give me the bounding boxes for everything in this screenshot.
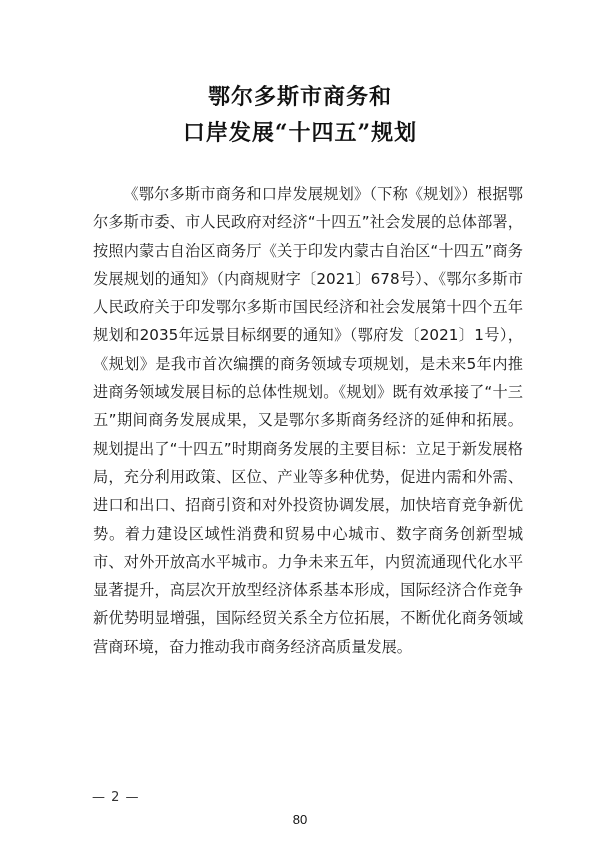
document-title-line-1: 鄂尔多斯市商务和 <box>207 84 392 110</box>
document-title-line-2: 口岸发展“十四五”规划 <box>182 120 418 146</box>
section-page-marker: — 2 — <box>92 790 140 805</box>
body-paragraph: 《鄂尔多斯市商务和口岸发展规划》（下称《规划》）根据鄂尔多斯市委、市人民政府对经济“十四五”社会发展的总体部署，按照内蒙古自治区商务厅《关于印发内蒙古自治区“十四五”商务发展规划的通知》（内商规财字〔2021〕678号）、《鄂尔多斯市人民政府关于印发鄂尔多斯市国民经济和社会发展第十四个五年规划和2035年远景目标纲要的通知》（鄂府发〔2021〕1号），《规划》是我市首次编撰的商务领域专项规划，是未来5年内推进商务领域发展目标的总体性规划。《规划》既有效承接了“十三五”期间商务发展成果，又是鄂尔多斯商务经济的延伸和拓展。规划提出了“十四五”时期商务发展的主要目标：立足于新发展格局，充分利用政策、区位、产业等多种优势，促进内需和外需、进口和出口、招商引资和对外投资协调发展，加快培育竞争新优势。着力建设区域性消费和贸易中心城市、数字商务创新型城市、对外开放高水平城市。力争未来五年，内贸流通现代化水平显著提升，高层次开放型经济体系基本形成，国际经济合作竞争新优势明显增强，国际经贸关系全方位拓展，不断优化商务领域营商环境，奋力推动我市商务经济高质量发展。 <box>93 185 523 656</box>
page-number: 80 <box>292 812 308 827</box>
